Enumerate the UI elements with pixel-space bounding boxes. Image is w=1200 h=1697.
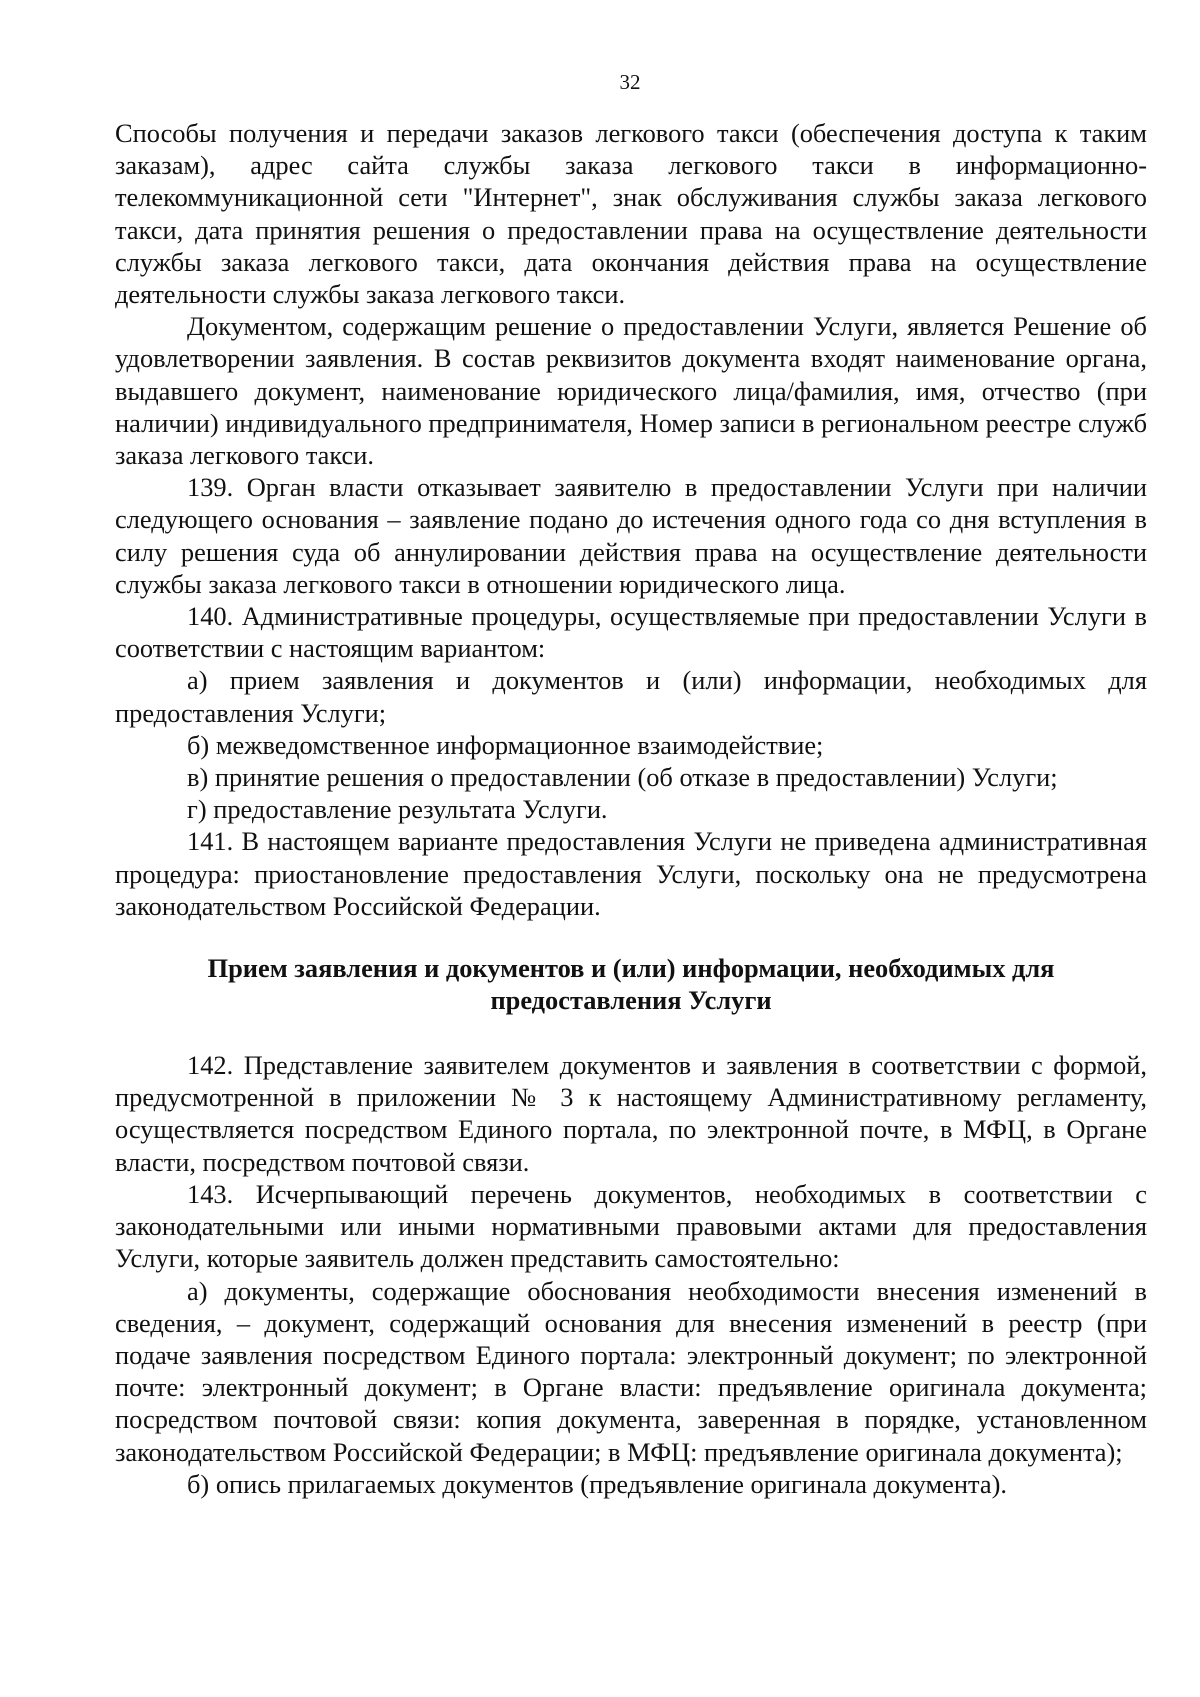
paragraph-taxi-registry-details: Способы получения и передачи заказов легкового такси (обеспечения доступа к таким заказам), адрес сайта службы заказа легкового такси в информационно-телекоммуникационной сети "Интернет", знак обслуживания службы заказа легкового такси, дата принятия решения о предоставлении права на осуществление деятельности службы заказа легкового такси, дата окончания действия права на осуществление деятельности службы заказа легкового такси. [115, 118, 1147, 310]
list-item-a-143: а) документы, содержащие обоснования необходимости внесения изменений в сведения, – документ, содержащий основания для внесения изменений в реестр (при подаче заявления посредством Единого портала: электронный документ; по электронной почте: электронный документ; в Органе власти: предъявление оригинала документа; посредством почтовой связи: копия документа, заверенная в порядке, установленном законодательством Российской Федерации; в МФЦ: предъявление оригинала документа); [115, 1275, 1147, 1467]
list-item-a-140: а) прием заявления и документов и (или) информации, необходимых для предоставления Услуги; [115, 665, 1147, 728]
paragraph-142: 142. Представление заявителем документов и заявления в соответствии с формой, предусмотренной в приложении № 3 к настоящему Административному регламенту, осуществляется посредством Единого портала, по электронной почте, в МФЦ, в Органе власти, посредством почтовой связи. [115, 1050, 1147, 1177]
list-item-v-140: в) принятие решения о предоставлении (об отказе в предоставлении) Услуги; [187, 762, 1058, 793]
list-item-b-143: б) опись прилагаемых документов (предъявление оригинала документа). [187, 1468, 1007, 1499]
paragraph-decision-document: Документом, содержащим решение о предоставлении Услуги, является Решение об удовлетворении заявления. В состав реквизитов документа входят наименование органа, выдавшего документ, наименование юридического лица/фамилия, имя, отчество (при наличии) индивидуального предпринимателя, Номер записи в региональном реестре служб заказа легкового такси. [115, 311, 1147, 471]
list-item-g-140: г) предоставление результата Услуги. [187, 794, 608, 825]
paragraph-139: 139. Орган власти отказывает заявителю в предоставлении Услуги при наличии следующего основания – заявление подано до истечения одного года со дня вступления в силу решения суда об аннулировании действия права на осуществление деятельности службы заказа легкового такси в отношении юридического лица. [115, 472, 1147, 599]
paragraph-140: 140. Административные процедуры, осуществляемые при предоставлении Услуги в соответствии с настоящим вариантом: [115, 601, 1147, 664]
page-number: 32 [619, 70, 641, 94]
section-heading: Прием заявления и документов и (или) информации, необходимых для предоставления Услуги [207, 953, 1055, 1016]
list-item-b-140: б) межведомственное информационное взаимодействие; [187, 729, 824, 760]
paragraph-143: 143. Исчерпывающий перечень документов, необходимых в соответствии с законодательными или иными нормативными правовыми актами для предоставления Услуги, которые заявитель должен представить самостоятельно: [115, 1178, 1147, 1274]
document-body [115, 117, 1147, 1500]
paragraph-141: 141. В настоящем варианте предоставления Услуги не приведена административная процедура: приостановление предоставления Услуги, поскольку она не предусмотрена законодательством Российской Федерации. [115, 826, 1147, 921]
